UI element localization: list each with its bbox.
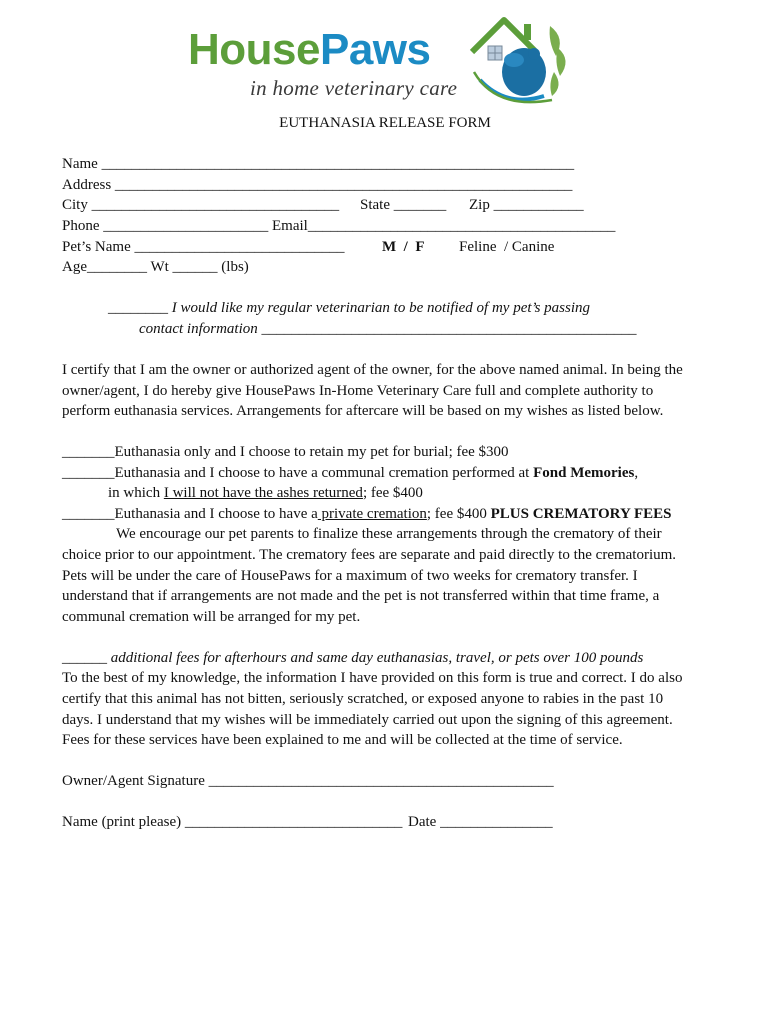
address-field[interactable]: Address _____________________________________________________________ (62, 177, 573, 193)
age-weight-field[interactable]: Age________ Wt ______ (lbs) (62, 259, 249, 275)
communal-fee: ; fee $400 (362, 485, 423, 501)
option-private-text: _______Euthanasia and I choose to have a (62, 506, 318, 522)
crematory-fees-text: PLUS CREMATORY FEES (490, 506, 672, 522)
knowledge-line-4: Fees for these services have been explained to me and will be collected at the time of service. (62, 732, 623, 748)
no-ashes-text: I will not have the ashes returned (163, 485, 363, 501)
communal-detail-pre: in which (108, 485, 164, 501)
house-pet-icon (466, 12, 576, 112)
brand-wordmark (188, 25, 431, 74)
species-option[interactable]: Feline / Canine (459, 239, 555, 255)
certify-line-2: owner/agent, I do hereby give HousePaws In-Home Veterinary Care full and complete authority to (62, 383, 654, 399)
brand-paws: Paws (319, 25, 431, 74)
city-field[interactable]: City _________________________________ (62, 197, 340, 213)
pet-name-field[interactable]: Pet’s Name ____________________________ (62, 239, 345, 255)
knowledge-line-1: To the best of my knowledge, the information I have provided on this form is true and correct. I do also (62, 670, 683, 686)
option-burial[interactable]: _______Euthanasia only and I choose to retain my pet for burial; fee $300 (62, 444, 509, 460)
notify-vet-option[interactable]: ________ I would like my regular veterinarian to be notified of my pet’s passing (108, 300, 591, 316)
sex-option[interactable]: M / F (382, 239, 425, 255)
crematory-line-1: We encourage our pet parents to finalize these arrangements through the crematory of their (116, 526, 662, 542)
additional-fees-text: additional fees for afterhours and same day euthanasias, travel, or pets over 100 pounds (110, 650, 644, 666)
signature-field[interactable]: Owner/Agent Signature ______________________________________________ (62, 773, 554, 789)
option-communal-detail (108, 483, 423, 503)
name-field[interactable]: Name _______________________________________________________________ (62, 156, 575, 172)
phone-email-field[interactable]: Phone ______________________ Email_________________________________________ (62, 218, 616, 234)
option-communal-text: _______Euthanasia and I choose to have a communal cremation performed at (62, 465, 534, 481)
crematory-line-4: understand that if arrangements are not made and the pet is not transferred within that time frame, a (62, 588, 660, 604)
crematory-line-2: choice prior to our appointment. The crematory fees are separate and paid directly to the crematorium. (62, 547, 677, 563)
additional-fees-blank[interactable]: ______ (62, 650, 111, 666)
form-title: EUTHANASIA RELEASE FORM (279, 115, 491, 131)
crematory-line-5: communal cremation will be arranged for my pet. (62, 609, 361, 625)
additional-fees-option[interactable] (62, 648, 643, 668)
option-communal-comma: , (634, 465, 639, 481)
option-communal-cremation[interactable] (62, 463, 638, 483)
certify-line-1: I certify that I am the owner or authorized agent of the owner, for the above named animal. In being the (62, 362, 683, 378)
date-field[interactable]: Date _______________ (408, 814, 553, 830)
certify-line-3: perform euthanasia services. Arrangements for aftercare will be based on my wishes as listed below. (62, 403, 664, 419)
zip-field[interactable]: Zip ____________ (469, 197, 584, 213)
crematory-line-3: Pets will be under the care of HousePaws for a maximum of two weeks for crematory transfer. I (62, 568, 638, 584)
private-fee: ; fee $400 (426, 506, 491, 522)
state-field[interactable]: State _______ (360, 197, 447, 213)
print-name-field[interactable]: Name (print please) _____________________________ (62, 814, 403, 830)
vet-contact-blank[interactable]: __________________________________________________ (261, 321, 637, 337)
brand-tagline: in home veterinary care (250, 76, 458, 100)
crematory-name: Fond Memories (533, 465, 635, 481)
vet-contact-field[interactable] (139, 319, 637, 339)
knowledge-line-3: days. I understand that my wishes will be immediately carried out upon the signing of this agreement. (62, 712, 673, 728)
brand-house: House (188, 25, 320, 74)
knowledge-line-2: certify that this animal has not bitten, seriously scratched, or exposed anyone to rabies in the past 10 (62, 691, 664, 707)
vet-contact-label: contact information (139, 321, 262, 337)
option-private-cremation[interactable] (62, 504, 672, 524)
housepaws-logo (188, 12, 578, 112)
private-cremation-text: private cremation (317, 506, 427, 522)
